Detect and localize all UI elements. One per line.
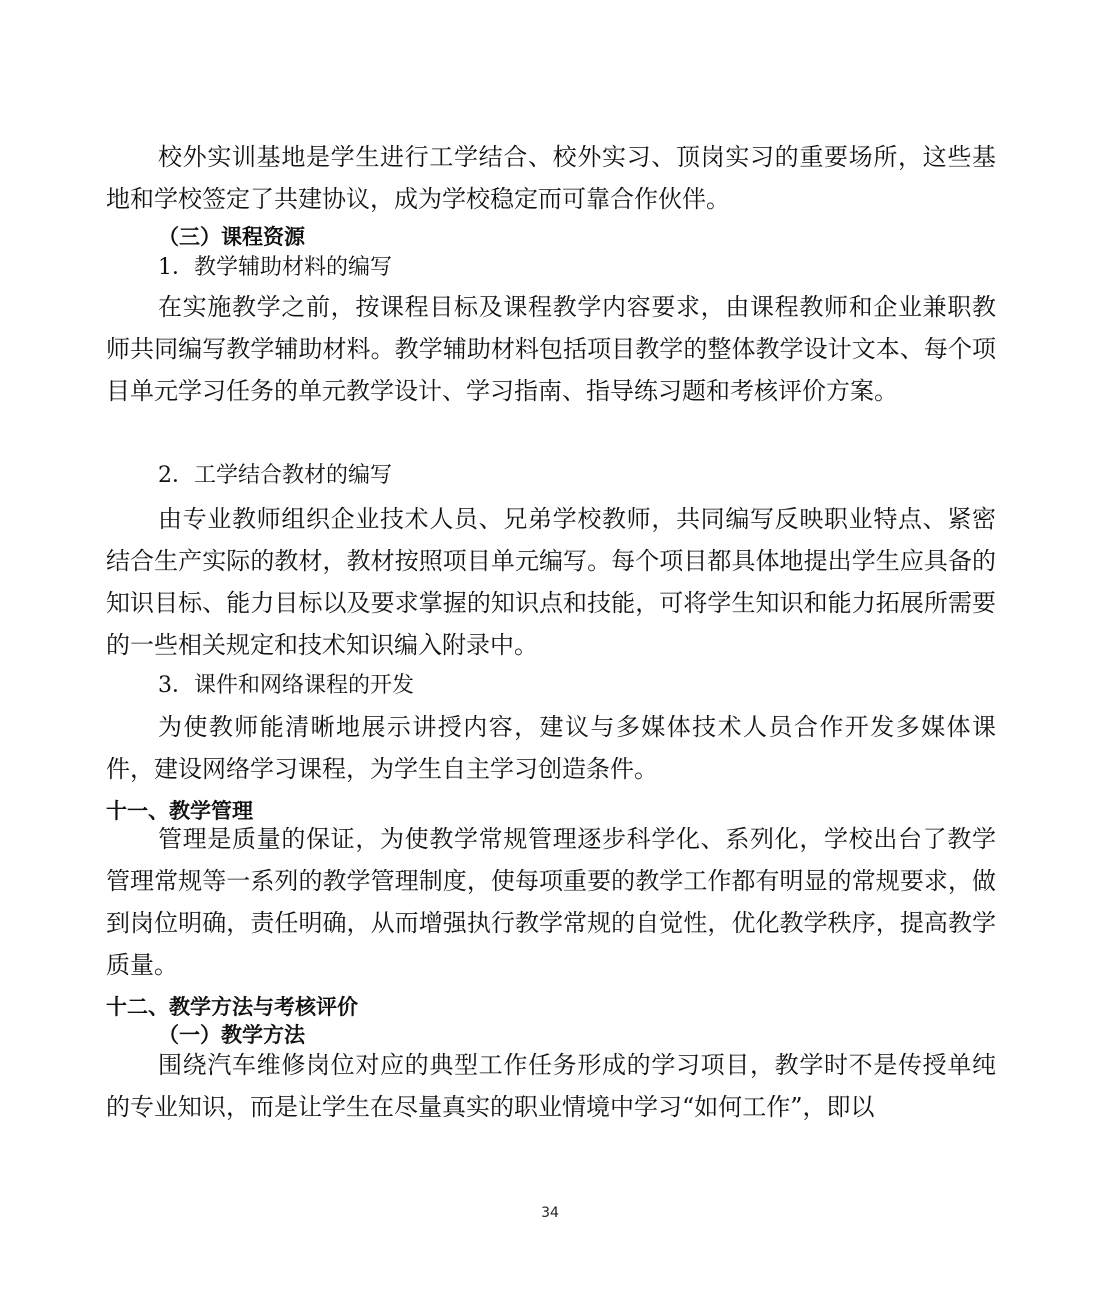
heading-methods-assessment: 十二、教学方法与考核评价 <box>106 995 358 1019</box>
page-number: 34 <box>541 1205 559 1221</box>
paragraph-textbooks: 由专业教师组织企业技术人员、兄弟学校教师，共同编写反映职业特点、紧密结合生产实际的教材，教材按照项目单元编写。每个项目都具体地提出学生应具备的知识目标、能力目标以及要求掌握的知识点和技能，可将学生知识和能力拓展所需要的一些相关规定和技术知识编入附录中。 <box>106 505 996 659</box>
paragraph-teaching-materials: 在实施教学之前，按课程目标及课程教学内容要求，由课程教师和企业兼职教师共同编写教学辅助材料。教学辅助材料包括项目教学的整体教学设计文本、每个项目单元学习任务的单元教学设计、学习指南、指导练习题和考核评价方案。 <box>106 293 996 405</box>
paragraph-training-bases: 校外实训基地是学生进行工学结合、校外实习、顶岗实习的重要场所，这些基地和学校签定了共建协议，成为学校稳定而可靠合作伙伴。 <box>106 143 996 213</box>
paragraph-teaching-methods: 围绕汽车维修岗位对应的典型工作任务形成的学习项目，教学时不是传授单纯的专业知识，而是让学生在尽量真实的职业情境中学习“如何工作”，即以 <box>106 1051 996 1121</box>
heading-teaching-methods: （一）教学方法 <box>158 1023 305 1047</box>
paragraph-teaching-management: 管理是质量的保证，为使教学常规管理逐步科学化、系列化，学校出台了教学管理常规等一系列的教学管理制度，使每项重要的教学工作都有明显的常规要求，做到岗位明确，责任明确，从而增强执行教学常规的自觉性，优化教学秩序，提高教学质量。 <box>106 825 996 979</box>
paragraph-courseware: 为使教师能清晰地展示讲授内容，建议与多媒体技术人员合作开发多媒体课件，建设网络学习课程，为学生自主学习创造条件。 <box>106 713 996 783</box>
item-title-courseware: 3．课件和网络课程的开发 <box>158 673 414 698</box>
item-title-textbooks: 2．工学结合教材的编写 <box>158 463 392 488</box>
heading-course-resources: （三）课程资源 <box>158 225 305 249</box>
item-title-teaching-materials: 1．教学辅助材料的编写 <box>158 255 392 280</box>
heading-teaching-management: 十一、教学管理 <box>106 799 253 823</box>
